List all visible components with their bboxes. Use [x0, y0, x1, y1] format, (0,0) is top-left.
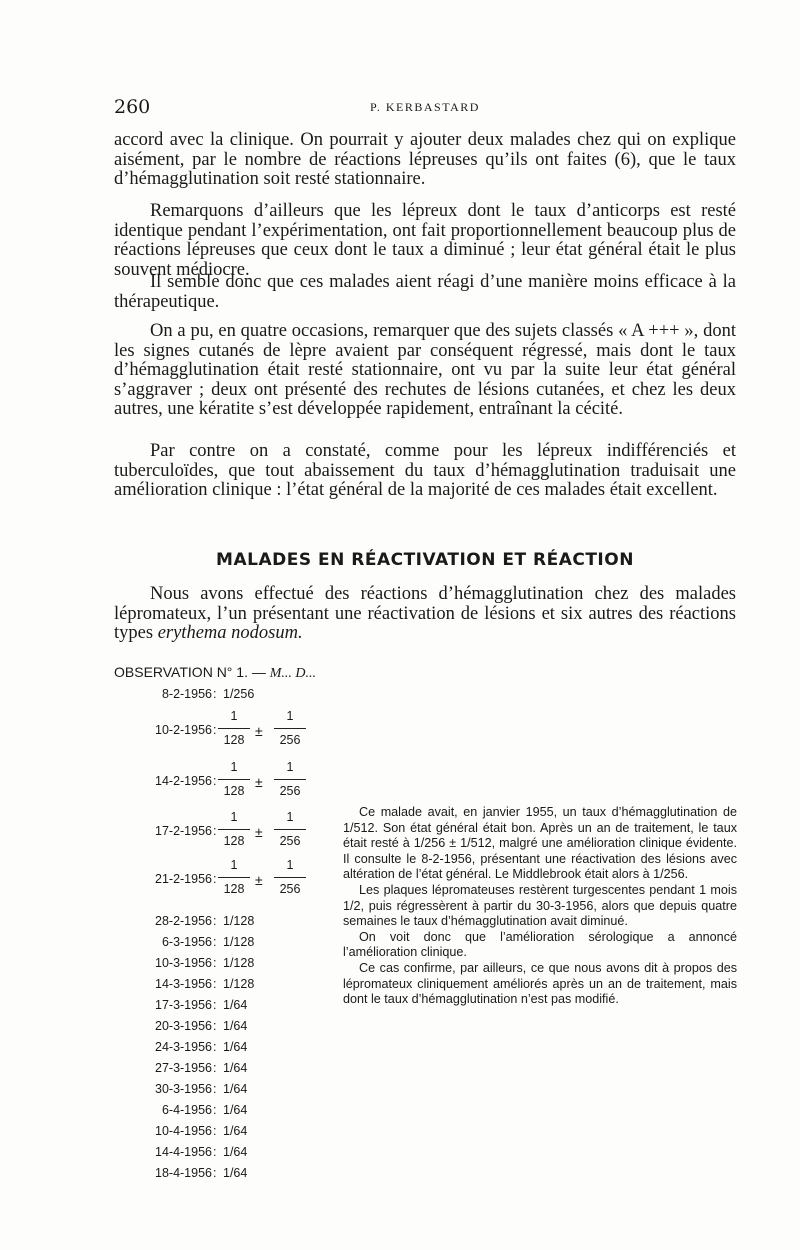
fraction-lower [214, 858, 254, 896]
observation-date: 6-3-1956 [161, 935, 212, 949]
observation-date: 10-3-1956 [155, 956, 212, 970]
observation-value: 1/64 [223, 1082, 248, 1096]
observation-colon: : [213, 998, 217, 1012]
paragraph-6-italic: erythema nodosum. [157, 623, 303, 644]
fraction-denominator: 128 [223, 882, 245, 896]
observation-date: 10-4-1956 [155, 1124, 212, 1138]
fraction-bar [218, 877, 250, 878]
observation-row [116, 935, 316, 953]
fraction-numerator: 1 [230, 709, 238, 723]
fraction-numerator: 1 [286, 858, 294, 872]
paragraph-5 [114, 442, 736, 501]
fraction-denominator: 128 [223, 784, 245, 798]
paragraph-2 [114, 202, 736, 280]
observation-colon: : [213, 1124, 217, 1138]
observation-row [116, 1082, 316, 1100]
observation-colon: : [213, 1019, 217, 1033]
fraction-denominator: 256 [279, 733, 301, 747]
observation-date: 30-3-1956 [155, 1082, 212, 1096]
observation-colon: : [213, 723, 217, 737]
section-title: MALADES EN RÉACTIVATION ET RÉACTION [216, 550, 634, 570]
observation-title [114, 664, 316, 682]
observation-date: 28-2-1956 [155, 914, 212, 928]
observation-value: 1/256 [223, 687, 255, 701]
observation-colon: : [213, 774, 217, 788]
observation-date: 20-3-1956 [155, 1019, 212, 1033]
fraction-denominator: 256 [279, 882, 301, 896]
fraction-upper [270, 810, 310, 848]
observation-label: OBSERVATION N° 1. — [114, 664, 270, 680]
paragraph-6 [114, 585, 736, 644]
fraction-bar [218, 829, 250, 830]
fraction-lower [214, 709, 254, 747]
observation-value: 1/64 [223, 1040, 248, 1054]
observation-row [116, 687, 316, 705]
fraction-upper [270, 709, 310, 747]
observation-date: 14-3-1956 [155, 977, 212, 991]
observation-colon: : [213, 914, 217, 928]
observation-date: 17-2-1956 [155, 824, 212, 838]
observation-date: 6-4-1956 [161, 1103, 212, 1117]
fraction-bar [274, 877, 306, 878]
observation-date: 10-2-1956 [155, 723, 212, 737]
fraction-denominator: 128 [223, 834, 245, 848]
paragraph-6-start: Nous avons effectué des réactions d’hémagglutination chez des malades lépromateux, l’un présentant une réactivation de lésions et six autres des réactions types [114, 584, 736, 644]
observation-colon: : [213, 687, 217, 701]
paragraph-6-text [114, 585, 736, 644]
fraction-numerator: 1 [230, 760, 238, 774]
observation-row [116, 977, 316, 995]
observation-row [116, 956, 316, 974]
observation-row [116, 1061, 316, 1079]
paragraph-4 [114, 322, 736, 420]
case-note-para-1: Ce malade avait, en janvier 1955, un taux d’hémagglutination de 1/512. Son état général était bon. Après un an de traitement, le taux était resté à 1/256 ± 1/512, malgré une amélioration clinique évidente. Il consulte le 8-2-1956, présentant une réactivation des lésions avec altération de l’état général. Le Middlebrook était alors à 1/256. [343, 805, 737, 882]
observation-value: 1/64 [223, 1124, 248, 1138]
observation-colon: : [213, 935, 217, 949]
fraction-lower [214, 760, 254, 798]
observation-value: 1/64 [223, 1103, 248, 1117]
fraction-upper [270, 760, 310, 798]
fraction-bar [218, 728, 250, 729]
observation-date: 24-3-1956 [155, 1040, 212, 1054]
observation-colon: : [213, 1103, 217, 1117]
observation-colon: : [213, 1145, 217, 1159]
observation-row [116, 1124, 316, 1142]
case-note-para-2: Les plaques lépromateuses restèrent turgescentes pendant 1 mois 1/2, puis régressèrent à partir du 30-3-1956, alors que depuis quatre semaines le taux d’hémagglutination avait diminué. [343, 882, 737, 929]
fraction-numerator: 1 [230, 810, 238, 824]
page-header [114, 96, 736, 120]
observation-date: 14-2-1956 [155, 774, 212, 788]
fraction-lower [214, 810, 254, 848]
fraction-denominator: 256 [279, 834, 301, 848]
observation-row [116, 1166, 316, 1184]
observation-date: 21-2-1956 [155, 872, 212, 886]
observation-date: 14-4-1956 [155, 1145, 212, 1159]
observation-colon: : [213, 1040, 217, 1054]
running-head-author: P. KERBASTARD [370, 100, 480, 114]
fraction-numerator: 1 [286, 709, 294, 723]
observation-row [116, 1103, 316, 1121]
paragraph-1-text: accord avec la clinique. On pourrait y ajouter deux malades chez qui on explique aisément, par le nombre de réactions lépreuses qu’ils ont faites (6), que le taux d’hémagglutination soit resté stationnaire. [114, 130, 736, 190]
observation-date: 17-3-1956 [155, 998, 212, 1012]
observation-colon: : [213, 824, 217, 838]
page-number: 260 [114, 96, 151, 118]
fraction-bar [274, 728, 306, 729]
paragraph-4-text: On a pu, en quatre occasions, remarquer que des sujets classés « A +++ », dont les signes cutanés de lèpre avaient par conséquent régressé, mais dont le taux d’hémagglutination était resté stationnaire, ont vu par la suite leur état général s’aggraver ; deux ont présenté des rechutes de lésions cutanées, et chez les deux autres, une kératite s’est développée rapidement, entraînant la cécité. [114, 321, 736, 420]
fraction-numerator: 1 [230, 858, 238, 872]
fraction-bar [218, 779, 250, 780]
fraction-denominator: 256 [279, 784, 301, 798]
observation-row [116, 998, 316, 1016]
paragraph-3 [114, 273, 736, 312]
observation-value: 1/128 [223, 956, 255, 970]
observation-value: 1/128 [223, 977, 255, 991]
observation-date: 8-2-1956 [161, 687, 212, 701]
fraction-upper [270, 858, 310, 896]
fraction-bar [274, 779, 306, 780]
case-note-para-4: Ce cas confirme, par ailleurs, ce que nous avons dit à propos des lépromateux cliniquement améliorés après un an de traitement, mais dont le taux d’hémagglutination n’est pas modifié. [343, 960, 737, 1007]
paragraph-2-text: Remarquons d’ailleurs que les lépreux dont le taux d’anticorps est resté identique pendant l’expérimentation, ont fait proportionnellement beaucoup plus de réactions lépreuses que ceux dont le taux a diminué ; leur état général était le plus souvent médiocre. [114, 201, 736, 280]
observation-row [116, 914, 316, 932]
observation-value: 1/64 [223, 1145, 248, 1159]
observation-row [116, 1145, 316, 1163]
paragraph-5-text: Par contre on a constaté, comme pour les lépreux indifférenciés et tuberculoïdes, que tout abaissement du taux d’hémagglutination traduisait une amélioration clinique : l’état général de la majorité de ces malades était excellent. [114, 441, 736, 501]
case-note [343, 805, 737, 1008]
observation-colon: : [213, 1061, 217, 1075]
observation-value: 1/128 [223, 914, 255, 928]
observation-colon: : [213, 977, 217, 991]
observation-value: 1/64 [223, 1166, 248, 1180]
observation-value: 1/64 [223, 1019, 248, 1033]
paragraph-1 [114, 131, 736, 190]
observation-patient: M... D... [269, 666, 317, 681]
plus-minus-sign: ± [255, 723, 263, 739]
observation-value: 1/128 [223, 935, 255, 949]
observation-colon: : [213, 1082, 217, 1096]
observation-value: 1/64 [223, 1061, 248, 1075]
observation-date: 27-3-1956 [155, 1061, 212, 1075]
observation-row [116, 1040, 316, 1058]
plus-minus-sign: ± [255, 872, 263, 888]
fraction-numerator: 1 [286, 810, 294, 824]
plus-minus-sign: ± [255, 824, 263, 840]
observation-colon: : [213, 872, 217, 886]
fraction-bar [274, 829, 306, 830]
plus-minus-sign: ± [255, 774, 263, 790]
observation-colon: : [213, 956, 217, 970]
observation-date: 18-4-1956 [155, 1166, 212, 1180]
fraction-numerator: 1 [286, 760, 294, 774]
fraction-denominator: 128 [223, 733, 245, 747]
paragraph-3-text: Il semble donc que ces malades aient réagi d’une manière moins efficace à la thérapeutique. [114, 272, 736, 312]
observation-row [116, 1019, 316, 1037]
observation-value: 1/64 [223, 998, 248, 1012]
case-note-para-3: On voit donc que l’amélioration sérologique a annoncé l’amélioration clinique. [343, 929, 737, 960]
observation-colon: : [213, 1166, 217, 1180]
